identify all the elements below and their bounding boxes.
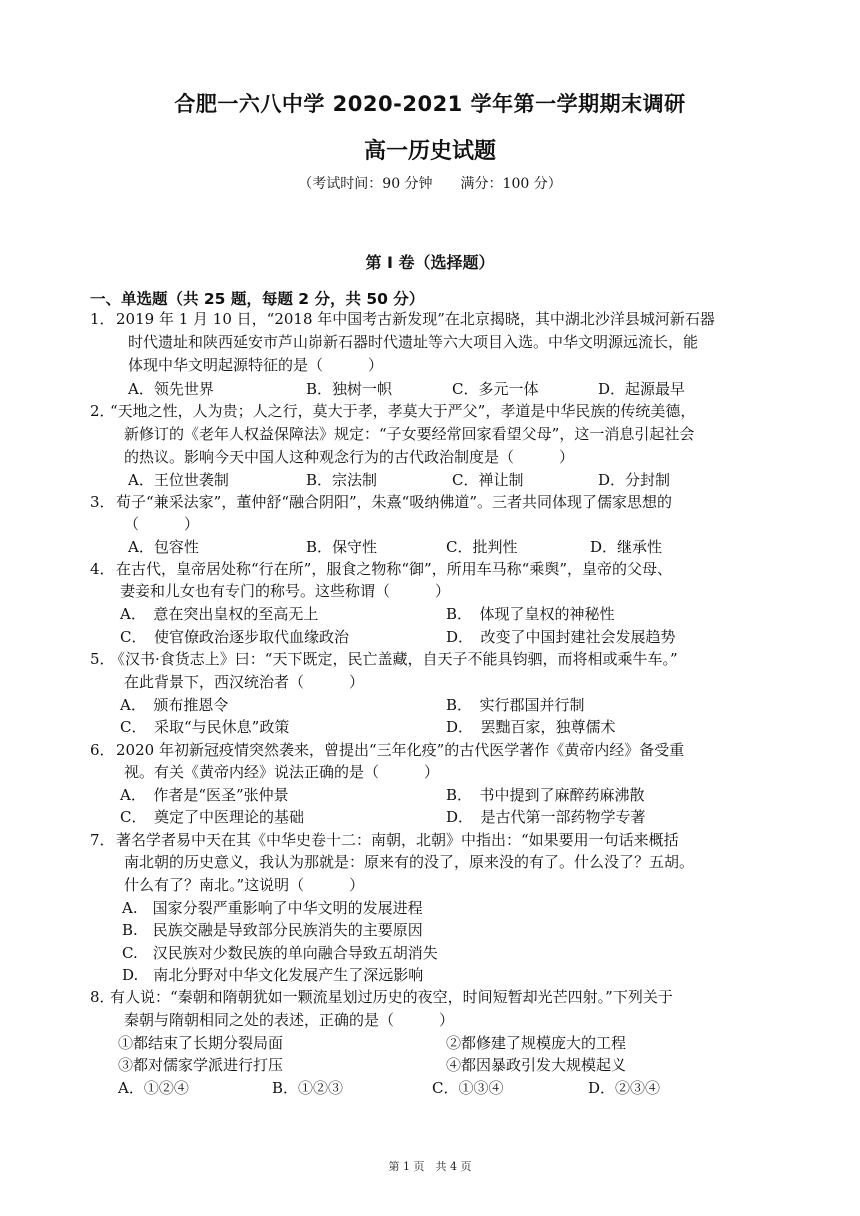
option-b[interactable]: B．①②③: [272, 1079, 344, 1097]
section-title: 一、单选题（共 25 题，每题 2 分，共 50 分）: [90, 290, 425, 308]
question-text-line: 《汉书·食货志上》曰：“天下既定，民亡盖藏，自天子不能具钧驷，而将相或乘牛车。”: [110, 650, 678, 668]
question-number: 7．: [90, 831, 115, 849]
option-a[interactable]: A． 意在突出皇权的至高无上: [120, 605, 319, 623]
option-a[interactable]: A． 作者是“医圣”张仲景: [120, 786, 289, 804]
question-text-line: 南北朝的历史意义，我认为那就是：原来有的没了，原来没的有了。什么没了？五胡。: [124, 853, 695, 871]
option-a[interactable]: A. 国家分裂严重影响了中华文明的发展进程: [122, 899, 423, 917]
exam-title: 合肥一六八中学 2020-2021 学年第一学期期末调研: [174, 92, 686, 116]
question-text-line: 有人说：“秦朝和隋朝犹如一颗流星划过历史的夜空，时间短暂却光芒四射。”下列关于: [110, 988, 673, 1006]
question-number: 2．: [90, 402, 115, 420]
option-b[interactable]: B． 实行郡国并行制: [446, 696, 585, 714]
option-c[interactable]: C．①③④: [432, 1079, 504, 1097]
question-text-line: 什么有了？南北。”这说明（ ）: [124, 876, 365, 894]
option-d[interactable]: D．分封制: [598, 471, 671, 489]
option-b[interactable]: B．独树一帜: [306, 380, 393, 398]
option-c[interactable]: C． 奠定了中医理论的基础: [120, 808, 304, 826]
option-a[interactable]: A． 颁布推恩令: [120, 696, 229, 714]
question-text-line: 秦朝与隋朝相同之处的表述，正确的是（ ）: [124, 1011, 455, 1029]
option-d[interactable]: D． 是古代第一部药物学专著: [446, 808, 646, 826]
option-d[interactable]: D．继承性: [590, 538, 663, 556]
question-number: 3．: [90, 493, 115, 511]
option-c[interactable]: C． 采取“与民休息”政策: [120, 718, 290, 736]
question-number: 1．: [90, 310, 115, 328]
question-text-line: “天地之性，人为贵；人之行，莫大于孝，孝莫大于严父”，孝道是中华民族的传统美德，: [110, 402, 696, 420]
statement-3: ③都对儒家学派进行打压: [118, 1056, 284, 1074]
question-text-line: 视。有关《黄帝内经》说法正确的是（ ）: [124, 763, 440, 781]
option-c[interactable]: C． 使官僚政治逐步取代血缘政治: [120, 628, 349, 646]
question-text-line: 的热议。影响今天中国人这种观念行为的古代政治制度是（ ）: [124, 448, 575, 466]
option-d[interactable]: D．②③④: [588, 1079, 661, 1097]
page-footer: 第 1 页 共 4 页: [388, 1160, 472, 1173]
question-text-line: 在此背景下，西汉统治者（ ）: [124, 673, 365, 691]
statement-1: ①都结束了长期分裂局面: [118, 1034, 284, 1052]
question-text-line: 体现中华文明起源特征的是（ ）: [128, 356, 384, 374]
option-b[interactable]: B. 民族交融是导致部分民族消失的主要原因: [122, 921, 423, 939]
question-number: 8．: [90, 988, 115, 1006]
option-a[interactable]: A．包容性: [128, 538, 199, 556]
question-number: 6．: [90, 741, 115, 759]
question-text-line: 荀子“兼采法家”，董仲舒“融合阴阳”，朱熹“吸纳佛道”。三者共同体现了儒家思想的: [116, 493, 673, 511]
option-c[interactable]: C．批判性: [446, 538, 518, 556]
exam-info: （考试时间：90 分钟 满分：100 分）: [298, 176, 562, 192]
question-text-line: 2019 年 1 月 10 日，“2018 年中国考古新发现”在北京揭晓，其中湖北沙洋县城河新石器: [116, 310, 715, 328]
option-a[interactable]: A．王位世袭制: [128, 471, 229, 489]
option-c[interactable]: C．多元一体: [452, 380, 539, 398]
option-d[interactable]: D. 南北分野对中华文化发展产生了深远影响: [122, 966, 424, 984]
question-number: 5．: [90, 650, 115, 668]
option-a[interactable]: A．领先世界: [128, 380, 214, 398]
statement-2: ②都修建了规模庞大的工程: [446, 1034, 627, 1052]
option-b[interactable]: B． 书中提到了麻醉药麻沸散: [446, 786, 645, 804]
option-b[interactable]: B． 体现了皇权的神秘性: [446, 605, 615, 623]
question-text-line: 新修订的《老年人权益保障法》规定：“子女要经常回家看望父母”，这一消息引起社会: [124, 425, 695, 443]
part-title: 第 I 卷（选择题）: [365, 253, 495, 272]
option-a[interactable]: A．①②④: [118, 1079, 189, 1097]
question-text-line: （ ）: [124, 515, 200, 533]
option-c[interactable]: C．禅让制: [452, 471, 524, 489]
statement-4: ④都因暴政引发大规模起义: [446, 1056, 627, 1074]
option-d[interactable]: D． 罢黜百家，独尊儒术: [446, 718, 616, 736]
question-text-line: 2020 年初新冠疫情突然袭来，曾提出“三年化疫”的古代医学著作《黄帝内经》备受重: [116, 741, 685, 759]
exam-subject: 高一历史试题: [363, 139, 496, 164]
question-text-line: 时代遗址和陕西延安市芦山峁新石器时代遗址等六大项目入选。中华文明源远流长，能: [128, 333, 699, 351]
option-d[interactable]: D．起源最早: [598, 380, 686, 398]
option-b[interactable]: B．宗法制: [306, 471, 378, 489]
option-d[interactable]: D． 改变了中国封建社会发展趋势: [446, 628, 676, 646]
question-number: 4．: [90, 560, 115, 578]
question-text-line: 妻妾和儿女也有专门的称号。这些称谓（ ）: [120, 582, 451, 600]
option-c[interactable]: C. 汉民族对少数民族的单向融合导致五胡消失: [122, 944, 438, 962]
question-text-line: 在古代，皇帝居处称“行在所”，服食之物称“御”，所用车马称“乘舆”，皇帝的父母、: [116, 560, 673, 578]
option-b[interactable]: B．保守性: [306, 538, 378, 556]
question-text-line: 著名学者易中天在其《中华史卷十二：南朝，北朝》中指出：“如果要用一句话来概括: [116, 831, 679, 849]
